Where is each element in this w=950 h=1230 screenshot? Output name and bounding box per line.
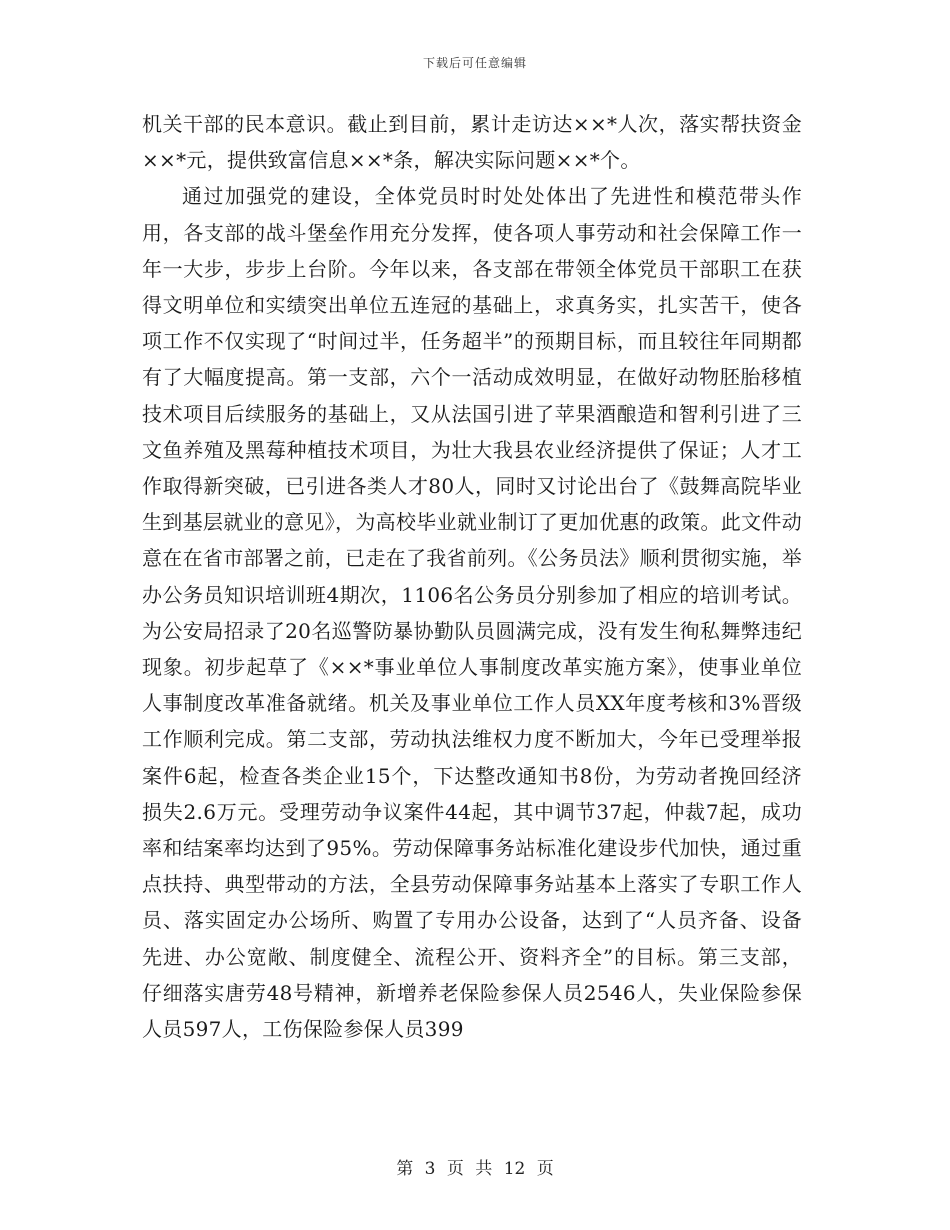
page-header-note: 下载后可任意编辑: [422, 56, 527, 70]
page-number-footer: 第 3 页 共 12 页: [396, 1159, 554, 1179]
body-paragraph-2: 通过加强党的建设，全体党员时时处处体出了先进性和模范带头作用，各支部的战斗堡垒作用充分发挥，使各项人事劳动和社会保障工作一年一大步，步步上台阶。今年以来，各支部在带领全体党员干部职工在获得文明单位和实绩突出单位五连冠的基础上，求真务实，扎实苦干，使各项工作不仅实现了“时间过半，任务超半”的预期目标，而且较往年同期都有了大幅度提高。第一支部，六个一活动成效明显，在做好动物胚胎移植技术项目后续服务的基础上，又从法国引进了苹果酒酿造和智利引进了三文鱼养殖及黑莓种植技术项目，为壮大我县农业经济提供了保证；人才工作取得新突破，已引进各类人才80人，同时又讨论出台了《鼓舞高院毕业生到基层就业的意见》，为高校毕业就业制订了更加优惠的政策。此文件动意在在省市部署之前，已走在了我省前列。《公务员法》顺利贯彻实施，举办公务员知识培训班4期次，1106名公务员分别参加了相应的培训考试。为公安局招录了20名巡警防暴协勤队员圆满完成，没有发生徇私舞弊违纪现象。初步起草了《××*事业单位人事制度改革实施方案》，使事业单位人事制度改革准备就绪。机关及事业单位工作人员XX年度考核和3%晋级工作顺利完成。第二支部，劳动执法维权力度不断加大，今年已受理举报案件6起，检查各类企业15个，下达整改通知书8份，为劳动者挽回经济损失2.6万元。受理劳动争议案件44起，其中调节37起，仲裁7起，成功率和结案率均达到了95%。劳动保障事务站标准化建设步代加快，通过重点扶持、典型带动的方法，全县劳动保障事务站基本上落实了专职工作人员、落实固定办公场所、购置了专用办公设备，达到了“人员齐备、设备先进、办公宽敞、制度健全、流程公开、资料齐全”的目标。第三支部，仔细落实唐劳48号精神，新增养老保险参保人员2546人，失业保险参保人员597人，工伤保险参保人员399: [142, 184, 802, 1042]
body-paragraph-1: 机关干部的民本意识。截止到目前，累计走访达××*人次，落实帮扶资金××*元，提供致富信息××*条，解决实际问题××*个。: [142, 112, 802, 173]
document-body: [142, 106, 802, 1047]
